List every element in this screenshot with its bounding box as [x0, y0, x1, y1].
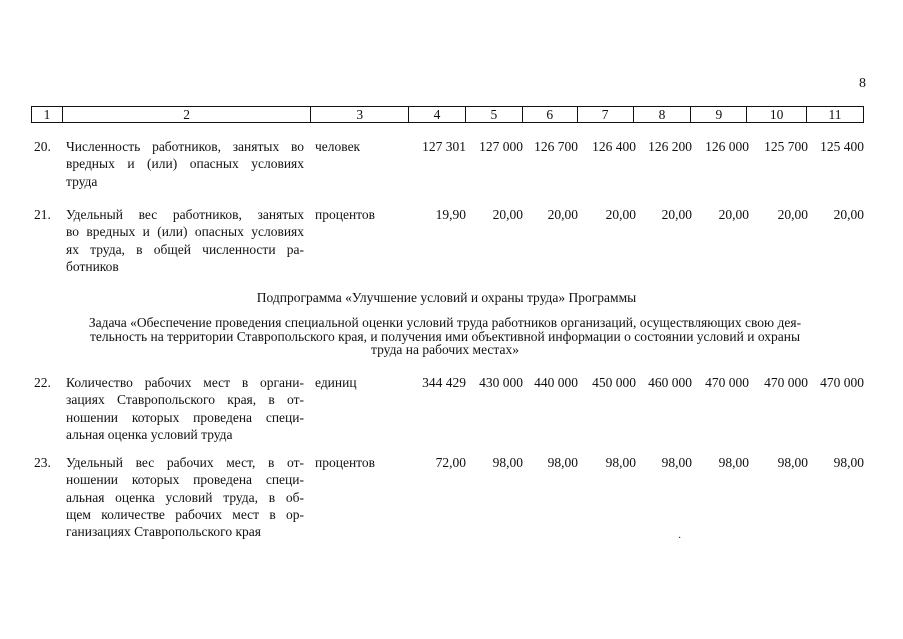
page-number: 8: [859, 76, 866, 91]
value-col-5: 20,00: [492, 207, 523, 222]
value-col-11: 470 000: [820, 375, 864, 390]
value-col-8: 98,00: [661, 455, 692, 470]
indicator-name: [66, 454, 304, 540]
indicator-line: ях труда, в общей численности ра-: [66, 241, 304, 257]
value-col-8: 460 000: [648, 375, 692, 390]
value-col-11: 98,00: [833, 455, 864, 470]
header-col-6: 6: [523, 107, 578, 122]
header-col-4: 4: [409, 107, 466, 122]
row-number: 21.: [34, 207, 51, 222]
indicator-line: во вредных и (или) опасных условиях: [66, 224, 304, 240]
value-col-10: 470 000: [764, 375, 808, 390]
indicator-line: ношении которых проведена специ-: [66, 409, 304, 425]
value-col-11: 125 400: [820, 139, 864, 154]
value-col-5: 98,00: [492, 455, 523, 470]
row-number: 20.: [34, 139, 51, 154]
indicator-line: ганизациях Ставропольского края: [66, 524, 261, 540]
value-col-4: 344 429: [422, 375, 466, 390]
task-description: [42, 316, 848, 357]
indicator-line: зациях Ставропольского края, в от-: [66, 392, 304, 408]
indicator-line: альная оценка условий труда: [66, 426, 233, 442]
value-col-5: 127 000: [479, 139, 523, 154]
unit-label: единиц: [315, 375, 357, 390]
unit-label: процентов: [315, 207, 376, 222]
indicator-line: Численность работников, занятых во: [66, 139, 304, 154]
value-col-7: 98,00: [605, 455, 636, 470]
indicator-name: [66, 138, 304, 190]
value-col-9: 126 000: [705, 139, 749, 154]
header-col-3: 3: [311, 107, 409, 122]
value-col-10: 20,00: [777, 207, 808, 222]
value-col-9: 20,00: [718, 207, 749, 222]
task-line: тельность на территории Ставропольского края, и получения ими объективной информации о состоянии условий и охраны: [89, 328, 801, 344]
indicator-name: [66, 374, 304, 443]
task-line: Задача «Обеспечение проведения специальной оценки условий труда работников организаций, осуществляющих свою дея-: [88, 315, 802, 330]
indicator-line: Удельный вес работников, занятых: [66, 207, 304, 222]
row-number: 22.: [34, 375, 51, 390]
header-col-8: 8: [634, 107, 692, 122]
value-col-6: 126 700: [534, 139, 578, 154]
header-col-7: 7: [578, 107, 634, 122]
value-col-4: 19,90: [435, 207, 466, 222]
value-col-9: 98,00: [718, 455, 749, 470]
header-col-10: 10: [747, 107, 807, 122]
header-col-9: 9: [691, 107, 747, 122]
unit-label: человек: [315, 139, 361, 154]
value-col-10: 125 700: [764, 139, 808, 154]
scan-speck: ·: [678, 533, 682, 544]
indicator-line: ношении которых проведена специ-: [66, 472, 304, 488]
indicator-line: ботников: [66, 258, 119, 274]
indicator-line: щем количестве рабочих мест в ор-: [66, 506, 304, 522]
value-col-7: 20,00: [605, 207, 636, 222]
indicator-line: Количество рабочих мест в органи-: [66, 375, 304, 390]
task-line: труда на рабочих местах»: [371, 342, 519, 357]
value-col-6: 440 000: [534, 375, 578, 390]
value-col-10: 98,00: [777, 455, 808, 470]
indicator-name: [66, 206, 304, 275]
header-col-5: 5: [466, 107, 523, 122]
header-col-11: 11: [828, 107, 842, 122]
value-col-7: 450 000: [592, 375, 636, 390]
value-col-6: 98,00: [547, 455, 578, 470]
value-col-5: 430 000: [479, 375, 523, 390]
header-col-2: 2: [63, 107, 311, 122]
indicator-line: труда: [66, 173, 98, 189]
unit-label: процентов: [315, 455, 376, 470]
value-col-6: 20,00: [547, 207, 578, 222]
row-number: 23.: [34, 455, 51, 470]
indicator-line: альная оценка условий труда, в об-: [66, 489, 304, 505]
indicator-line: вредных и (или) опасных условиях: [66, 156, 304, 172]
value-col-9: 470 000: [705, 375, 749, 390]
value-col-11: 20,00: [833, 207, 864, 222]
value-col-7: 126 400: [592, 139, 636, 154]
value-col-8: 126 200: [648, 139, 692, 154]
subprogram-title: Подпрограмма «Улучшение условий и охраны труда» Программы: [256, 290, 637, 305]
header-col-1: 1: [32, 107, 63, 122]
table-header-row: [31, 106, 864, 123]
value-col-4: 72,00: [435, 455, 466, 470]
value-col-4: 127 301: [422, 139, 466, 154]
indicator-line: Удельный вес рабочих мест, в от-: [66, 455, 304, 470]
value-col-8: 20,00: [661, 207, 692, 222]
